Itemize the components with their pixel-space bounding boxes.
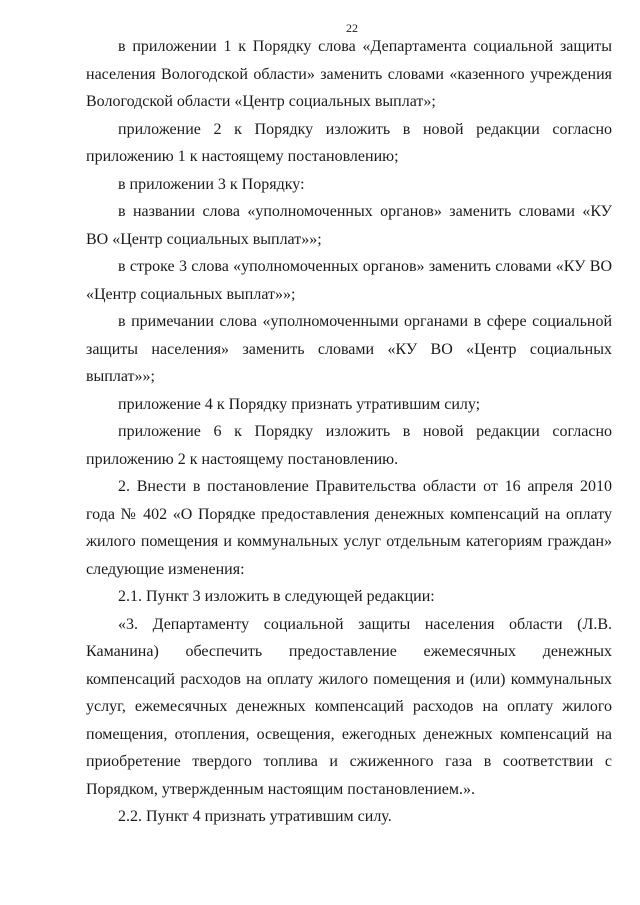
page-number: 22 bbox=[346, 21, 358, 35]
paragraph-5: в строке 3 слова «уполномоченных органов» заменить словами «КУ ВО «Центр социальных выплат»»; bbox=[86, 258, 612, 303]
paragraph-3: в приложении 3 к Порядку: bbox=[118, 175, 305, 193]
paragraph-1: в приложении 1 к Порядку слова «Департамента социальной защиты населения Вологодской области» заменить словами «казенного учреждения Вологодской области «Центр социальных выплат»; bbox=[86, 38, 612, 110]
paragraph-12: 2.2. Пункт 4 признать утратившим силу. bbox=[118, 808, 392, 825]
paragraph-11: «3. Департаменту социальной защиты населения области (Л.В. Каманина) обеспечить предоставление ежемесячных денежных компенсаций расходов на оплату жилого помещения и (или) коммунальных услуг, ежемесячных денежных компенсаций расходов на оплату жилого помещения, отопления, освещения, ежегодных денежных компенсаций на приобретение твердого топлива и сжиженного газа в соответствии с Порядком, утвержденным настоящим постановлением.». bbox=[86, 615, 612, 798]
paragraph-8: приложение 6 к Порядку изложить в новой редакции согласно приложению 2 к настоящему постановлению. bbox=[86, 423, 612, 468]
document-body bbox=[86, 33, 612, 831]
paragraph-6: в примечании слова «уполномоченными органами в сфере социальной защиты населения» заменить словами «КУ ВО «Центр социальных выплат»»; bbox=[86, 313, 612, 385]
paragraph-4: в названии слова «уполномоченных органов» заменить словами «КУ ВО «Центр социальных выплат»»; bbox=[86, 203, 612, 248]
paragraph-2: приложение 2 к Порядку изложить в новой редакции согласно приложению 1 к настоящему постановлению; bbox=[86, 120, 612, 165]
paragraph-9: 2. Внести в постановление Правительства области от 16 апреля 2010 года № 402 «О Порядке предоставления денежных компенсаций на оплату жилого помещения и коммунальных услуг отдельным категориям граждан» следующие изменения: bbox=[86, 478, 612, 578]
paragraph-10: 2.1. Пункт 3 изложить в следующей редакции: bbox=[118, 588, 435, 605]
paragraph-7: приложение 4 к Порядку признать утратившим силу; bbox=[118, 395, 481, 413]
